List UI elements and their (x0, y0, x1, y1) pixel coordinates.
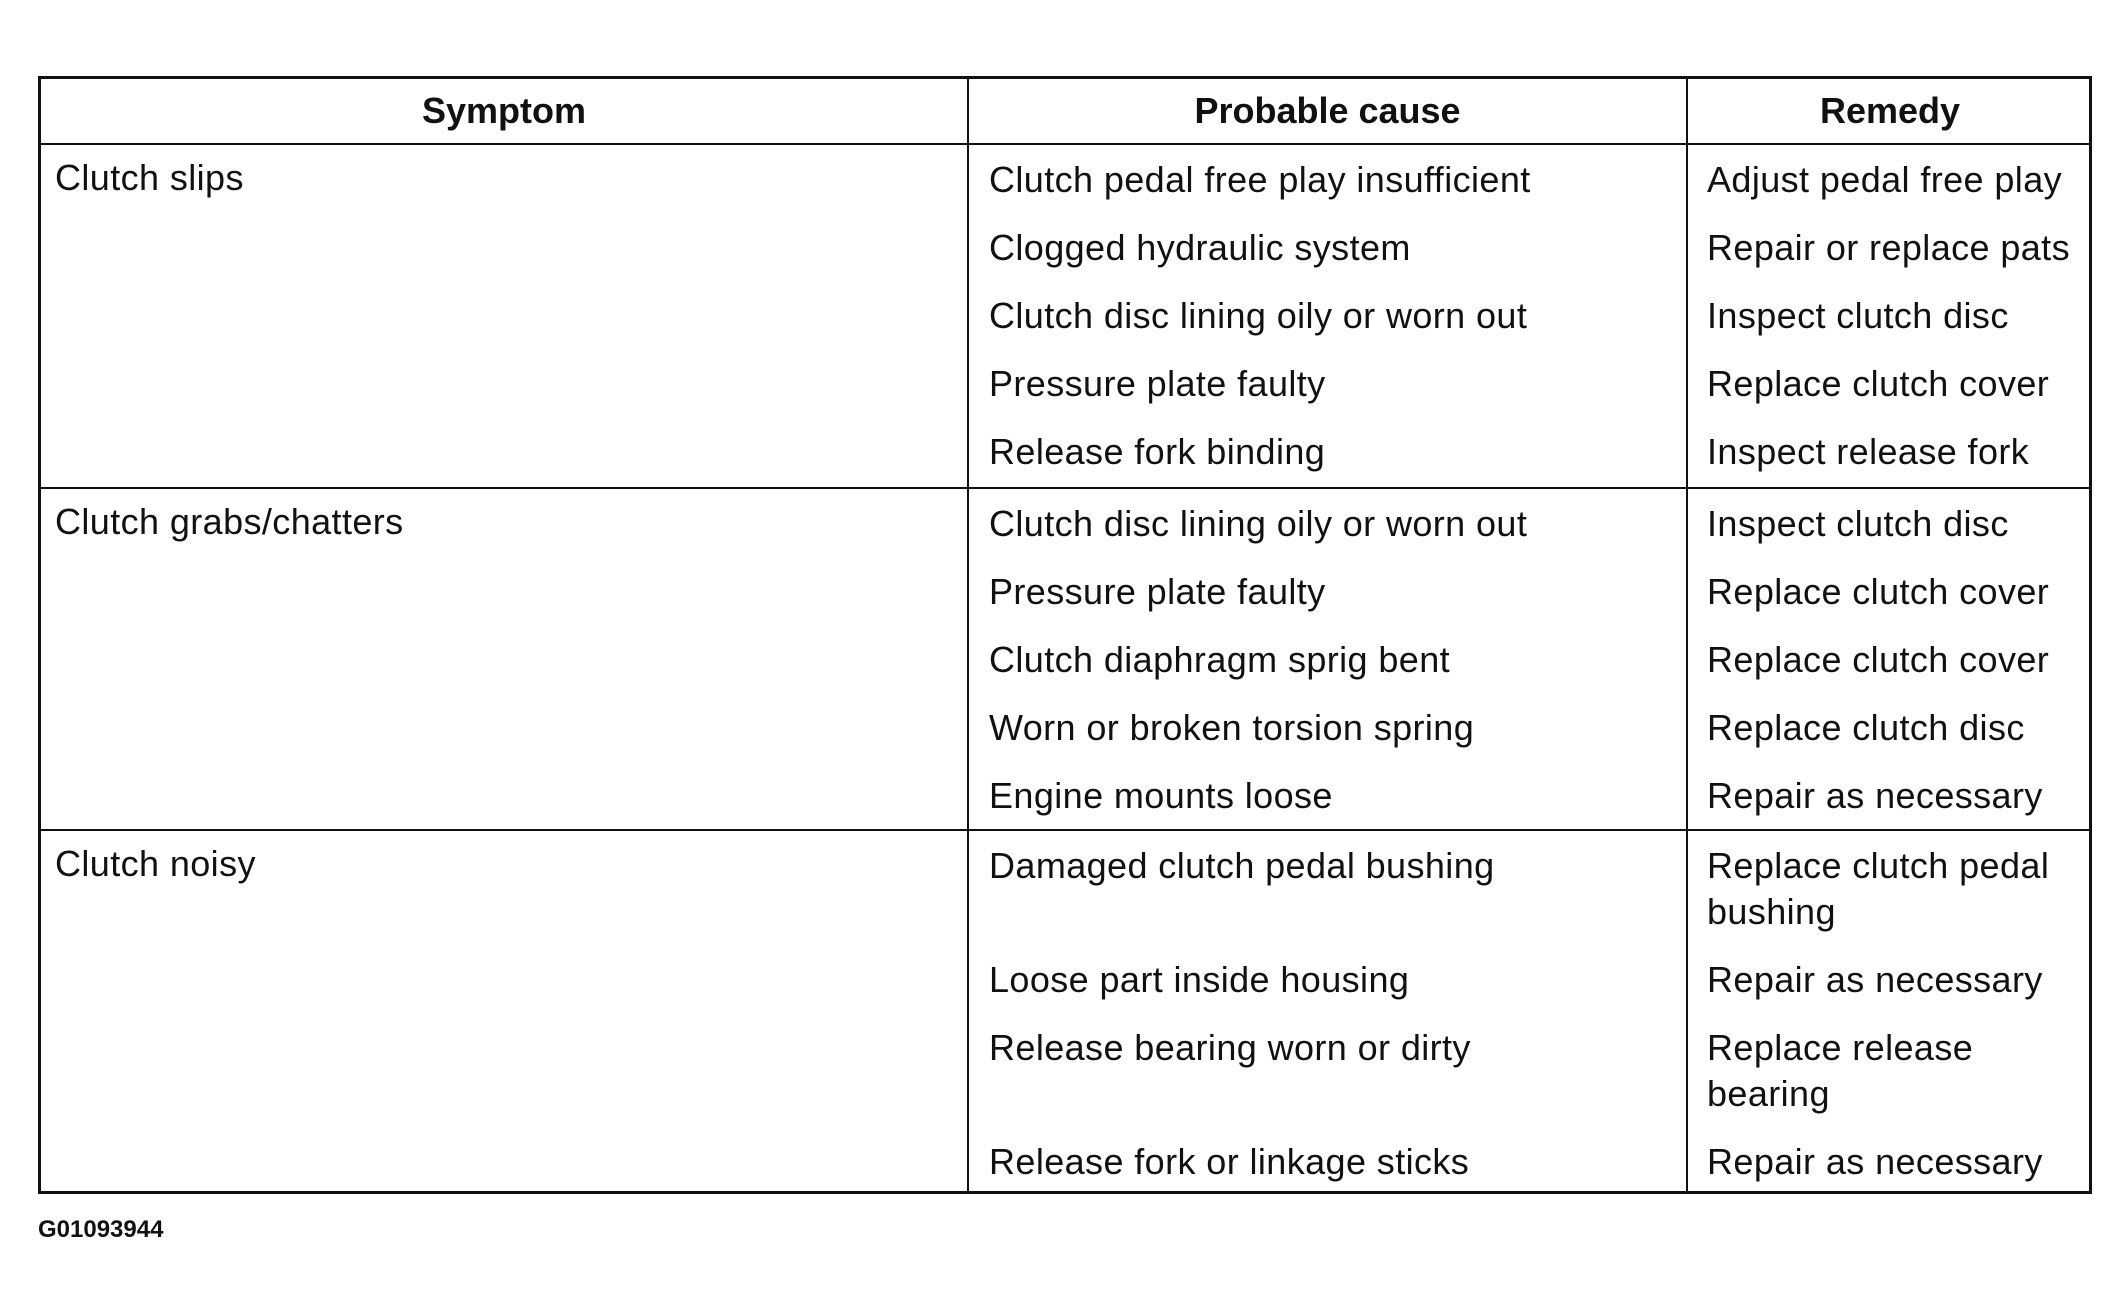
cause-cell: Clutch diaphragm sprig bent (989, 639, 1451, 680)
remedy-cell: Repair or replace pats (1707, 227, 2070, 268)
remedy-cell: Inspect clutch disc (1707, 503, 2009, 544)
symptom-group (41, 487, 2089, 829)
remedy-cell: Repair as necessary (1707, 1141, 2043, 1182)
figure-code: G01093944 (38, 1216, 164, 1243)
remedy-cell: Repair as necessary (1707, 959, 2043, 1000)
remedy-cell: Repair as necessary (1707, 775, 2043, 816)
header-remedy: Remedy (1819, 90, 1961, 131)
remedy-cell: Inspect release fork (1707, 431, 2030, 472)
cause-cell: Loose part inside housing (989, 959, 1410, 1000)
symptom-group (41, 145, 2089, 487)
cause-cell: Worn or broken torsion spring (989, 707, 1475, 748)
remedy-cell: Replace clutch cover (1707, 639, 2050, 680)
remedy-cell: Replace clutch disc (1707, 707, 2025, 748)
remedy-cell: Adjust pedal free play (1707, 159, 2063, 200)
symptom-cell: Clutch grabs/chatters (55, 501, 404, 542)
symptom-cell: Clutch noisy (55, 843, 256, 884)
symptom-cell: Clutch slips (55, 157, 244, 198)
cause-cell: Release fork binding (989, 431, 1326, 472)
remedy-cell: Replace release bearing (1707, 1027, 1974, 1114)
cause-cell: Clutch pedal free play insufficient (989, 159, 1531, 200)
table-header-row (41, 79, 2089, 145)
troubleshooting-table (38, 76, 2092, 1194)
cause-cell: Pressure plate faulty (989, 363, 1326, 404)
remedy-cell: Replace clutch cover (1707, 363, 2050, 404)
cause-cell: Clutch disc lining oily or worn out (989, 503, 1528, 544)
header-probable-cause: Probable cause (1194, 90, 1461, 131)
cause-cell: Clutch disc lining oily or worn out (989, 295, 1528, 336)
cause-cell: Pressure plate faulty (989, 571, 1326, 612)
cause-cell: Release fork or linkage sticks (989, 1141, 1470, 1182)
remedy-cell: Replace clutch pedal bushing (1707, 845, 2050, 932)
cause-cell: Clogged hydraulic system (989, 227, 1411, 268)
remedy-cell: Inspect clutch disc (1707, 295, 2009, 336)
remedy-cell: Replace clutch cover (1707, 571, 2050, 612)
cause-cell: Engine mounts loose (989, 775, 1333, 816)
symptom-group (41, 829, 2089, 1191)
cause-cell: Release bearing worn or dirty (989, 1027, 1471, 1068)
header-symptom: Symptom (421, 90, 587, 131)
cause-cell: Damaged clutch pedal bushing (989, 845, 1495, 886)
